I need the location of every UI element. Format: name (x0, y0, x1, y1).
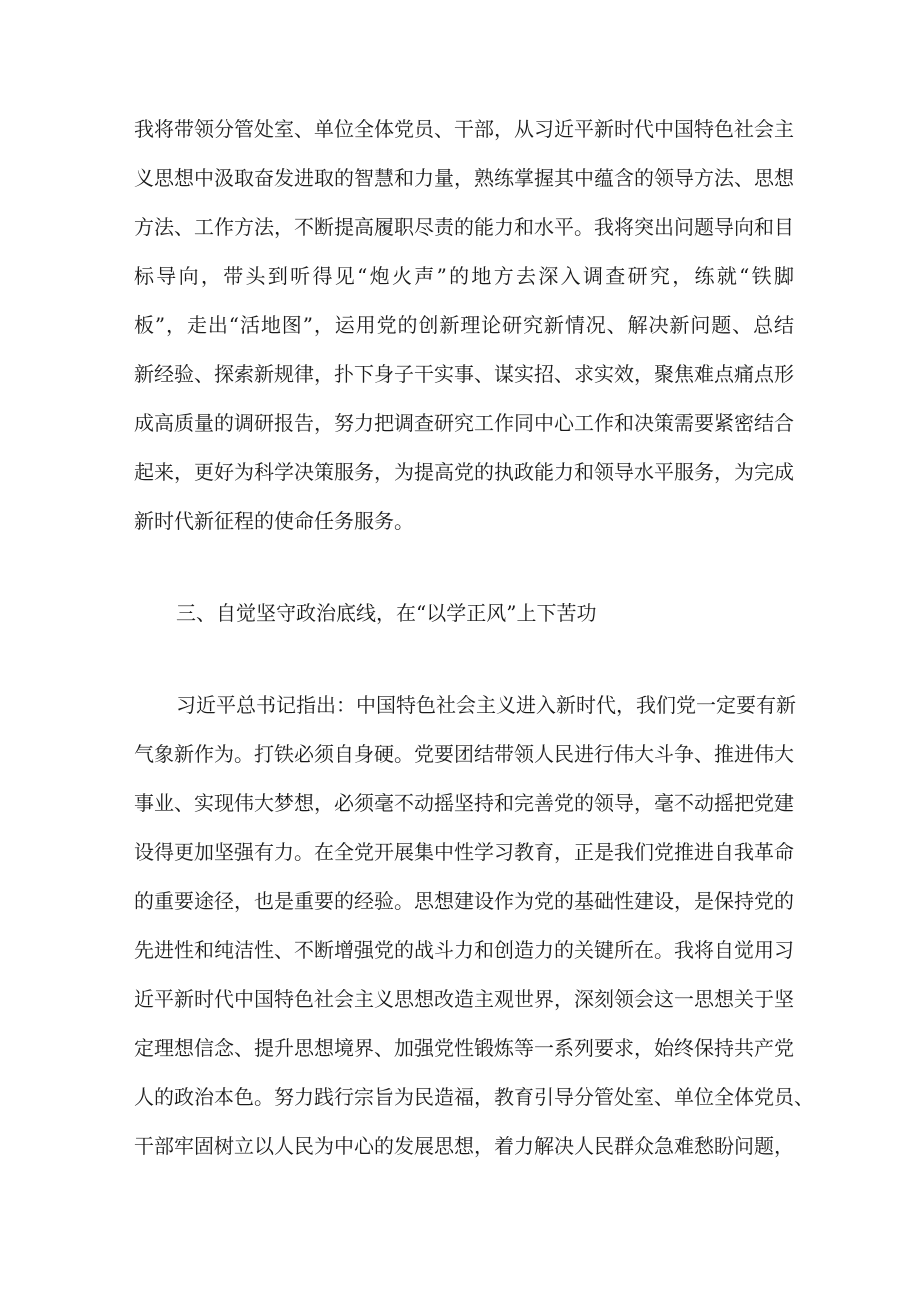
paragraph-1-line: 义思想中汲取奋发进取的智慧和力量，熟练掌握其中蕴含的领导方法、思想 (134, 166, 794, 190)
paragraph-2-line: 干部牢固树立以人民为中心的发展思想，着力解决人民群众急难愁盼问题， (134, 1134, 794, 1158)
paragraph-2-line: 近平新时代中国特色社会主义思想改造主观世界，深刻领会这一思想关于坚 (134, 987, 794, 1011)
paragraph-2-line: 定理想信念、提升思想境界、加强党性锻炼等一系列要求，始终保持共产党 (134, 1036, 794, 1060)
paragraph-2-line: 习近平总书记指出：中国特色社会主义进入新时代，我们党一定要有新 (176, 693, 796, 717)
paragraph-1-line: 我将带领分管处室、单位全体党员、干部，从习近平新时代中国特色社会主 (134, 117, 794, 141)
paragraph-2-line: 气象新作为。打铁必须自身硬。党要团结带领人民进行伟大斗争、推进伟大 (134, 742, 794, 766)
paragraph-2-line: 的重要途径，也是重要的经验。思想建设作为党的基础性建设，是保持党的 (134, 889, 794, 913)
paragraph-2-line: 先进性和纯洁性、不断增强党的战斗力和创造力的关键所在。我将自觉用习 (134, 938, 794, 962)
paragraph-1-line: 起来，更好为科学决策服务，为提高党的执政能力和领导水平服务，为完成 (134, 460, 794, 484)
paragraph-1-line: 标导向，带头到听得见“炮火声”的地方去深入调查研究，练就“铁脚 (134, 264, 794, 288)
paragraph-1-line: 新时代新征程的使命任务服务。 (134, 509, 414, 533)
paragraph-1-line: 板”，走出“活地图”，运用党的创新理论研究新情况、解决新问题、总结 (134, 313, 794, 337)
paragraph-1-line: 新经验、探索新规律，扑下身子干实事、谋实招、求实效，聚焦难点痛点形 (134, 362, 794, 386)
paragraph-2-line: 事业、实现伟大梦想，必须毫不动摇坚持和完善党的领导，毫不动摇把党建 (134, 791, 794, 815)
paragraph-1-line: 方法、工作方法，不断提高履职尽责的能力和水平。我将突出问题导向和目 (134, 215, 794, 239)
paragraph-2-line: 人的政治本色。努力践行宗旨为民造福，教育引导分管处室、单位全体党员、 (134, 1085, 814, 1109)
paragraph-2-line: 设得更加坚强有力。在全党开展集中性学习教育，正是我们党推进自我革命 (134, 840, 794, 864)
paragraph-1-line: 成高质量的调研报告，努力把调查研究工作同中心工作和决策需要紧密结合 (134, 411, 794, 435)
section-heading: 三、自觉坚守政治底线，在“以学正风”上下苦功 (176, 601, 597, 625)
